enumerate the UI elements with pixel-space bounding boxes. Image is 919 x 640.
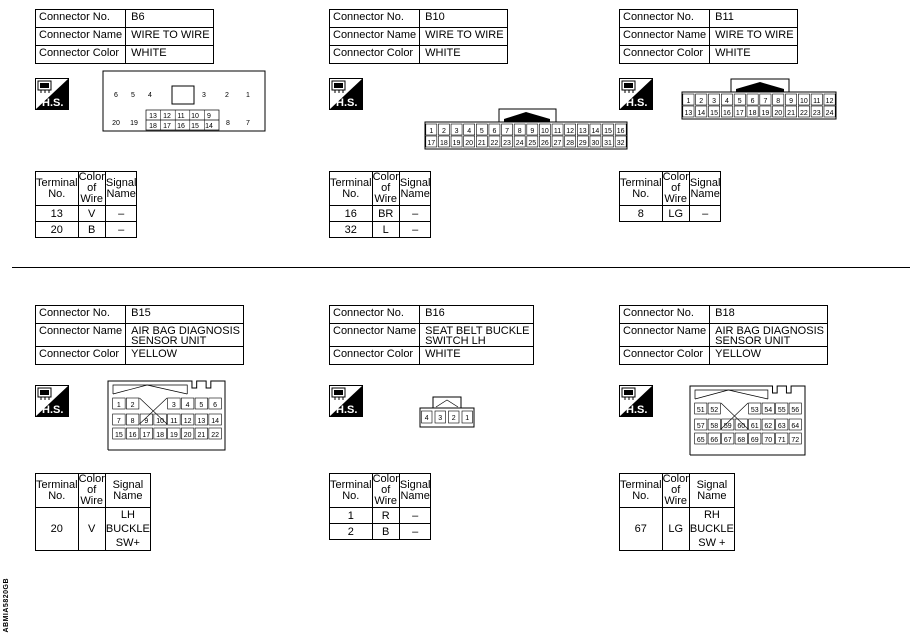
label-connector-number: Connector No. <box>330 306 420 324</box>
hs-badge-label: H.S. <box>626 404 648 416</box>
connector-pin-label: 2 <box>130 402 135 409</box>
connector-pin-label: 23 <box>503 140 511 147</box>
connector-pin-label: 19 <box>130 120 138 127</box>
connector-pin-label: 8 <box>776 98 781 105</box>
hs-badge-icon <box>329 385 363 417</box>
signal-name: – <box>399 206 431 222</box>
connector-pin-label: 13 <box>149 113 157 120</box>
terminal-table <box>329 171 431 238</box>
connector-pin-label: 65 <box>696 437 705 444</box>
connector-pin-label: 3 <box>438 415 443 422</box>
connector-pin-label: 1 <box>116 402 121 409</box>
hs-badge-label: H.S. <box>626 97 648 109</box>
connector-pin-label: 60 <box>737 423 746 430</box>
connector-pin-label: 6 <box>114 92 118 99</box>
wire-color: LG <box>662 508 689 551</box>
label-connector-number: Connector No. <box>36 306 126 324</box>
label-connector-color: Connector Color <box>330 347 420 365</box>
connector-pin-label: 6 <box>750 98 755 105</box>
connector-pin-label: 1 <box>246 92 250 99</box>
hs-badge-label: H.S. <box>336 97 358 109</box>
terminal-no-header: Terminal No. <box>330 172 373 206</box>
terminal-number: 13 <box>36 206 79 222</box>
table-row <box>330 508 431 524</box>
connector-name <box>126 324 244 347</box>
connector-pin-label: 56 <box>791 407 800 414</box>
hs-badge-icon <box>329 78 363 110</box>
connector-info-table <box>35 305 244 365</box>
color-of-wire-header-line1: Color of <box>78 473 105 496</box>
terminal-number: 67 <box>620 508 663 551</box>
connector-color: YELLOW <box>710 347 828 365</box>
connector-name-line1: WIRE TO WIRE <box>715 29 794 41</box>
connector-pin-label: 5 <box>199 402 204 409</box>
connector-name-line1: WIRE TO WIRE <box>131 29 210 41</box>
terminal-no-header: Terminal No. <box>36 172 79 206</box>
connector-pin-label: 58 <box>710 423 719 430</box>
connector-info-table <box>329 9 508 64</box>
color-of-wire-header-line2: Wire <box>664 193 688 205</box>
connector-pin-label: 20 <box>465 140 474 147</box>
color-of-wire-header-line1: Color of <box>662 171 689 194</box>
connector-pin-label: 68 <box>737 437 746 444</box>
connector-pin-label: 20 <box>774 110 783 117</box>
connector-pin-label: 28 <box>566 140 575 147</box>
connector-pin-label: 6 <box>492 128 497 135</box>
connector-pin-label: 26 <box>541 140 549 147</box>
signal-name-header: Signal Name <box>399 172 431 206</box>
connector-pin-label: 10 <box>156 418 165 425</box>
color-of-wire-header-line1: Color of <box>372 473 399 496</box>
connector-pin-label: 27 <box>553 140 562 147</box>
connector-name <box>420 324 533 347</box>
wire-color: B <box>78 222 105 238</box>
label-connector-number: Connector No. <box>620 306 710 324</box>
connector-pin-label: 14 <box>697 110 706 117</box>
table-row <box>620 206 721 222</box>
connector-pin-label: 63 <box>777 423 786 430</box>
connector-pin-label: 11 <box>177 113 185 120</box>
color-of-wire-header-line1: Color of <box>78 171 105 194</box>
connector-pin-label: 23 <box>812 110 821 117</box>
connector-info-table <box>35 9 214 64</box>
connector-pin-label: 8 <box>226 120 230 127</box>
signal-name: RH BUCKLE SW + <box>689 509 734 549</box>
connector-name-line2: SWITCH LH <box>425 335 486 347</box>
label-connector-name: Connector Name <box>330 324 420 347</box>
connector-pin-label: 3 <box>202 92 206 99</box>
connector-pin-label: 10 <box>541 128 549 135</box>
connector-pin-label: 4 <box>424 415 429 422</box>
connector-pin-label: 10 <box>800 98 808 105</box>
color-of-wire-header-line2: Wire <box>80 495 104 507</box>
connector-pin-label: 13 <box>197 418 206 425</box>
connector-face-b10 <box>424 106 628 150</box>
signal-name-header: Signal Name <box>105 172 137 206</box>
wire-color: V <box>78 508 105 551</box>
connector-pin-label: 12 <box>566 128 575 135</box>
connector-pin-label: 13 <box>684 110 693 117</box>
connector-pin-label: 61 <box>750 423 759 430</box>
signal-name-header: Signal Name <box>689 474 734 508</box>
connector-number: B15 <box>126 306 244 324</box>
connector-pin-label: 15 <box>191 123 199 130</box>
connector-pin-label: 16 <box>177 123 185 130</box>
connector-pin-label: 21 <box>787 110 795 117</box>
color-of-wire-header <box>662 172 689 206</box>
connector-name <box>126 28 213 46</box>
color-of-wire-header-line2: Wire <box>374 495 398 507</box>
connector-name-line1: SEAT BELT BUCKLE <box>425 325 530 337</box>
connector-pin-label: 3 <box>712 98 717 105</box>
connector-pin-label: 11 <box>813 98 821 105</box>
table-row <box>330 222 431 238</box>
hs-badge-icon <box>35 78 69 110</box>
connector-face-b6 <box>102 70 266 132</box>
connector-pin-label: 19 <box>452 140 461 147</box>
connector-name-line1: AIR BAG DIAGNOSIS <box>715 325 824 337</box>
terminal-no-header: Terminal No. <box>620 474 663 508</box>
connector-name-line1: WIRE TO WIRE <box>425 29 504 41</box>
connector-pin-label: 20 <box>112 120 120 127</box>
terminal-table <box>329 473 431 540</box>
connector-pin-label: 1 <box>429 128 434 135</box>
connector-pin-label: 4 <box>185 402 190 409</box>
connector-pin-label: 17 <box>735 110 744 117</box>
section-divider <box>12 267 910 268</box>
hs-badge-label: H.S. <box>42 404 64 416</box>
connector-pin-label: 8 <box>130 418 135 425</box>
connector-pin-label: 11 <box>170 418 178 425</box>
connector-pin-label: 70 <box>764 437 773 444</box>
connector-name-line1: AIR BAG DIAGNOSIS <box>131 325 240 337</box>
table-row <box>330 524 431 540</box>
terminal-number: 8 <box>620 206 663 222</box>
connector-pin-label: 19 <box>169 432 178 439</box>
connector-number: B18 <box>710 306 828 324</box>
connector-pin-label: 31 <box>604 140 612 147</box>
table-row <box>36 222 137 238</box>
wire-color: B <box>372 524 399 540</box>
label-connector-name: Connector Name <box>330 28 420 46</box>
connector-pin-label: 18 <box>440 140 448 147</box>
connector-pin-label: 64 <box>791 423 800 430</box>
connector-pin-label: 18 <box>156 432 165 439</box>
label-connector-color: Connector Color <box>620 347 710 365</box>
label-connector-number: Connector No. <box>620 10 710 28</box>
connector-pin-label: 24 <box>825 110 834 117</box>
connector-pin-label: 12 <box>163 113 171 120</box>
color-of-wire-header <box>372 474 399 508</box>
connector-pin-label: 30 <box>591 140 600 147</box>
connector-pin-label: 54 <box>764 407 773 414</box>
hs-badge-label: H.S. <box>336 404 358 416</box>
connector-pin-label: 59 <box>723 423 732 430</box>
label-connector-color: Connector Color <box>330 46 420 64</box>
connector-pin-label: 53 <box>750 407 759 414</box>
terminal-number: 32 <box>330 222 373 238</box>
hs-badge-icon <box>619 385 653 417</box>
signal-name: LH BUCKLE SW+ <box>105 509 150 549</box>
connector-pin-label: 72 <box>791 437 800 444</box>
connector-name-line2: SENSOR UNIT <box>131 335 207 347</box>
connector-info-table <box>619 9 798 64</box>
connector-pin-label: 18 <box>149 123 157 130</box>
connector-color: WHITE <box>420 347 533 365</box>
connector-pin-label: 62 <box>764 423 773 430</box>
hs-badge-icon <box>619 78 653 110</box>
label-connector-color: Connector Color <box>620 46 710 64</box>
table-row <box>330 206 431 222</box>
signal-name: – <box>399 222 431 238</box>
connector-pin-label: 8 <box>517 128 522 135</box>
connector-pin-label: 66 <box>710 437 719 444</box>
connector-pin-label: 1 <box>465 415 470 422</box>
connector-number: B16 <box>420 306 533 324</box>
wire-color: L <box>372 222 399 238</box>
connector-pin-label: 71 <box>777 437 786 444</box>
terminal-table <box>35 473 151 551</box>
connector-pin-label: 7 <box>505 128 510 135</box>
connector-pin-label: 14 <box>205 123 213 130</box>
terminal-no-header: Terminal No. <box>330 474 373 508</box>
terminal-number: 1 <box>330 508 373 524</box>
connector-pin-label: 1 <box>686 98 691 105</box>
connector-pin-label: 52 <box>710 407 719 414</box>
hs-badge-icon <box>35 385 69 417</box>
connector-face-b15 <box>107 380 227 452</box>
wire-color: V <box>78 206 105 222</box>
connector-pin-label: 19 <box>761 110 770 117</box>
color-of-wire-header <box>662 474 689 508</box>
connector-info-table <box>329 305 534 365</box>
signal-name: – <box>105 222 137 238</box>
connector-pin-label: 16 <box>616 128 625 135</box>
connector-pin-label: 5 <box>479 128 484 135</box>
connector-pin-label: 21 <box>477 140 486 147</box>
connector-pin-label: 7 <box>246 120 250 127</box>
connector-pin-label: 2 <box>451 415 456 422</box>
label-connector-color: Connector Color <box>36 46 126 64</box>
label-connector-name: Connector Name <box>620 28 710 46</box>
connector-name-line2: SENSOR UNIT <box>715 335 791 347</box>
color-of-wire-header <box>78 172 105 206</box>
connector-pin-label: 2 <box>441 128 446 135</box>
connector-pin-label: 32 <box>616 140 625 147</box>
connector-pin-label: 11 <box>553 128 562 135</box>
table-row <box>36 206 137 222</box>
connector-info-table <box>619 305 828 365</box>
connector-pin-label: 22 <box>211 432 220 439</box>
connector-pin-label: 17 <box>427 140 436 147</box>
connector-pin-label: 2 <box>699 98 704 105</box>
connector-pin-label: 16 <box>723 110 731 117</box>
color-of-wire-header <box>372 172 399 206</box>
connector-number: B11 <box>710 10 797 28</box>
color-of-wire-header-line1: Color of <box>662 473 689 496</box>
signal-name-header: Signal Name <box>689 172 721 206</box>
terminal-number: 2 <box>330 524 373 540</box>
label-connector-number: Connector No. <box>330 10 420 28</box>
connector-face-b16 <box>419 395 475 429</box>
connector-pin-label: 9 <box>789 98 794 105</box>
connector-pin-label: 67 <box>723 437 732 444</box>
connector-pin-label: 3 <box>171 402 176 409</box>
hs-badge-label: H.S. <box>42 97 64 109</box>
terminal-table <box>619 473 735 551</box>
connector-number: B10 <box>420 10 507 28</box>
connector-pin-label: 18 <box>748 110 757 117</box>
connector-pin-label: 20 <box>183 432 192 439</box>
table-row <box>620 508 735 551</box>
signal-name: – <box>105 206 137 222</box>
connector-number: B6 <box>126 10 213 28</box>
connector-pin-label: 12 <box>825 98 834 105</box>
label-connector-number: Connector No. <box>36 10 126 28</box>
connector-pin-label: 16 <box>128 432 137 439</box>
connector-pin-label: 17 <box>163 123 171 130</box>
connector-pin-label: 25 <box>528 140 537 147</box>
connector-pin-label: 9 <box>207 113 211 120</box>
connector-pin-label: 9 <box>144 418 149 425</box>
connector-pin-label: 21 <box>197 432 206 439</box>
connector-name <box>710 324 828 347</box>
terminal-no-header: Terminal No. <box>620 172 663 206</box>
table-row <box>36 508 151 551</box>
connector-pin-label: 15 <box>114 432 123 439</box>
signal-name: – <box>399 508 431 524</box>
color-of-wire-header-line2: Wire <box>374 193 398 205</box>
connector-name <box>710 28 797 46</box>
connector-pin-label: 15 <box>710 110 718 117</box>
connector-pin-label: 4 <box>724 98 729 105</box>
color-of-wire-header-line2: Wire <box>80 193 104 205</box>
connector-pin-label: 55 <box>777 407 786 414</box>
connector-pin-label: 22 <box>800 110 808 117</box>
connector-pin-label: 51 <box>696 407 705 414</box>
terminal-table <box>619 171 721 222</box>
connector-pin-label: 69 <box>750 437 759 444</box>
label-connector-name: Connector Name <box>36 324 126 347</box>
connector-color: WHITE <box>126 46 213 64</box>
connector-pin-label: 4 <box>148 92 152 99</box>
connector-pin-label: 57 <box>696 423 705 430</box>
connector-pin-label: 7 <box>116 418 121 425</box>
terminal-number: 16 <box>330 206 373 222</box>
figure-code: ABMIA5820GB <box>3 578 10 633</box>
color-of-wire-header <box>78 474 105 508</box>
signal-name: – <box>399 524 431 540</box>
connector-pin-label: 5 <box>737 98 742 105</box>
signal-name: – <box>689 206 721 222</box>
connector-name <box>420 28 507 46</box>
wire-color: BR <box>372 206 399 222</box>
connector-face-b18 <box>689 385 807 457</box>
connector-face-b11 <box>681 76 837 120</box>
connector-pin-label: 15 <box>604 128 612 135</box>
terminal-number: 20 <box>36 222 79 238</box>
signal-name-header: Signal Name <box>105 474 150 508</box>
label-connector-name: Connector Name <box>620 324 710 347</box>
terminal-table <box>35 171 137 238</box>
label-connector-name: Connector Name <box>36 28 126 46</box>
terminal-number: 20 <box>36 508 79 551</box>
connector-pin-label: 4 <box>467 128 472 135</box>
connector-pin-label: 14 <box>211 418 220 425</box>
color-of-wire-header-line2: Wire <box>664 495 688 507</box>
label-connector-color: Connector Color <box>36 347 126 365</box>
connector-color: YELLOW <box>126 347 244 365</box>
signal-name-header: Signal Name <box>399 474 431 508</box>
wire-color: LG <box>662 206 689 222</box>
connector-pin-label: 6 <box>213 402 218 409</box>
connector-pin-label: 2 <box>225 92 229 99</box>
color-of-wire-header-line1: Color of <box>372 171 399 194</box>
connector-pin-label: 12 <box>183 418 192 425</box>
connector-pin-label: 7 <box>763 98 768 105</box>
connector-color: WHITE <box>710 46 797 64</box>
connector-pin-label: 9 <box>530 128 535 135</box>
connector-pin-label: 22 <box>490 140 499 147</box>
connector-pin-label: 29 <box>578 140 587 147</box>
connector-pin-label: 14 <box>591 128 600 135</box>
connector-pin-label: 24 <box>515 140 524 147</box>
connector-pin-label: 13 <box>578 128 587 135</box>
connector-pin-label: 10 <box>191 113 199 120</box>
wire-color: R <box>372 508 399 524</box>
connector-pin-label: 17 <box>142 432 151 439</box>
connector-pin-label: 3 <box>454 128 459 135</box>
connector-color: WHITE <box>420 46 507 64</box>
terminal-no-header: Terminal No. <box>36 474 79 508</box>
connector-pin-label: 5 <box>131 92 135 99</box>
